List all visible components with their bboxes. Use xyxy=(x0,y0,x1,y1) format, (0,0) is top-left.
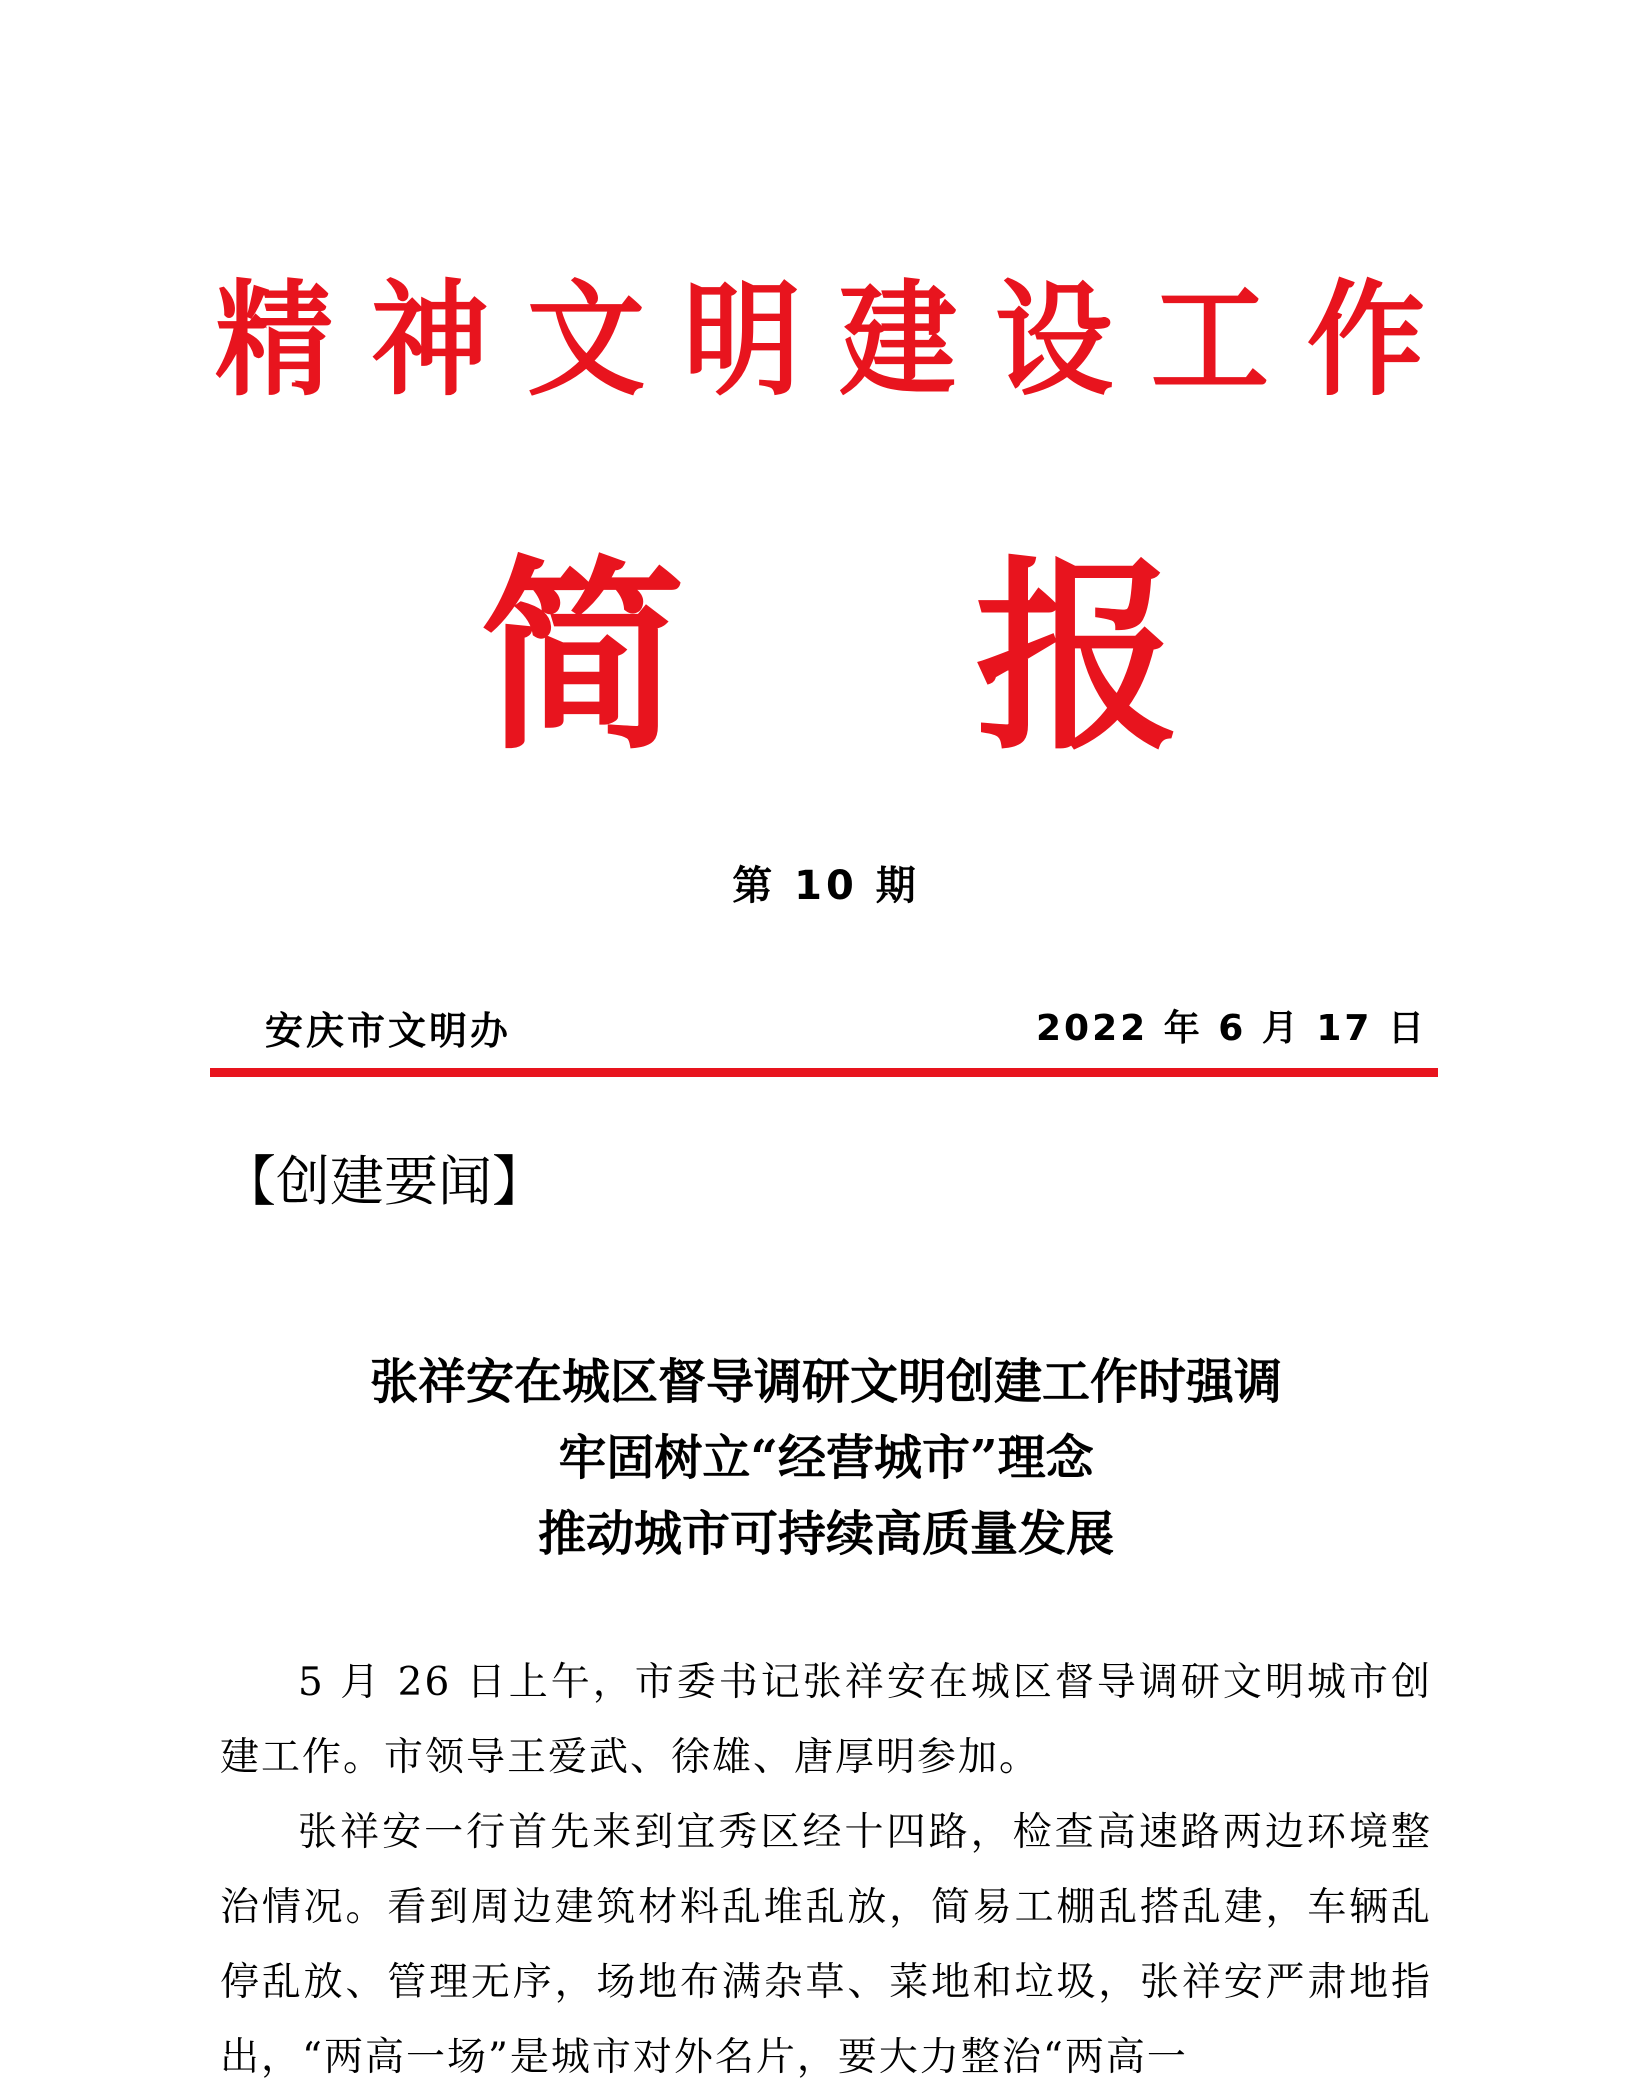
body-paragraph: 5 月 26 日上午，市委书记张祥安在城区督导调研文明城市创建工作。市领导王爱武、徐雄、唐厚明参加。 xyxy=(220,1660,1432,1780)
article-headline xyxy=(0,1344,1652,1572)
masthead-char: 设 xyxy=(994,266,1113,413)
section-heading: 【创建要闻】 xyxy=(222,1150,546,1213)
brief-title-char: 简 xyxy=(480,538,685,778)
red-divider xyxy=(210,1068,1438,1077)
body-paragraph: 张祥安一行首先来到宜秀区经十四路，检查高速路两边环境整治情况。看到周边建筑材料乱堆乱放，简易工棚乱搭乱建，车辆乱停乱放、管理无序，场地布满杂草、菜地和垃圾，张祥安严肃地指出，“两高一场”是城市对外名片，要大力整治“两高一 xyxy=(220,1810,1432,2080)
brief-title-char: 报 xyxy=(975,538,1180,778)
issue-number: 第 10 期 xyxy=(732,863,920,909)
issue-date: 2022 年 6 月 17 日 xyxy=(1035,1008,1427,1049)
masthead-char: 文 xyxy=(526,266,645,413)
masthead-char: 建 xyxy=(838,266,957,413)
masthead-char: 工 xyxy=(1150,266,1269,413)
headline-line: 牢固树立“经营城市”理念 xyxy=(558,1430,1094,1486)
brief-title xyxy=(480,538,1180,778)
headline-line: 张祥安在城区督导调研文明创建工作时强调 xyxy=(369,1354,1282,1410)
masthead-title xyxy=(215,266,1425,413)
issuer: 安庆市文明办 xyxy=(265,1008,512,1053)
masthead-char: 作 xyxy=(1306,266,1425,413)
masthead-char: 精 xyxy=(215,266,334,413)
headline-line: 推动城市可持续高质量发展 xyxy=(537,1506,1114,1562)
article-body xyxy=(220,1645,1432,2095)
masthead-char: 神 xyxy=(370,266,489,413)
masthead-char: 明 xyxy=(682,266,801,413)
